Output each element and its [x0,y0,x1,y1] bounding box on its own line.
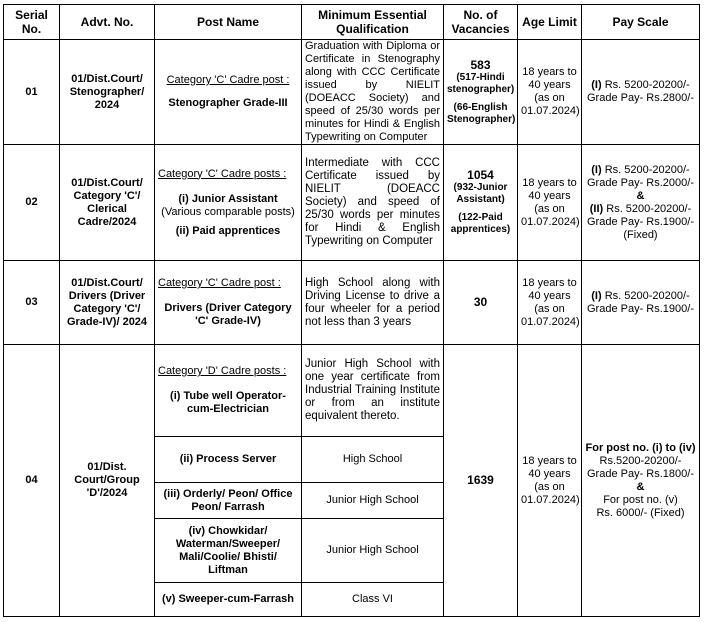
vacancy-total: 1054 [467,168,494,182]
category-label: Category 'C' Cadre post : [166,74,290,86]
post-name: (i) Tube well Operator-cum-Electrician [170,390,286,415]
age-cell: 18 years to 40 years (as on 01.07.2024) [518,345,582,617]
vacancies-cell: 1639 [444,345,518,617]
qualification-cell: Graduation with Diploma or Certificate in Stenography along with CCC Certificate issued by NIELIT (DOEACC Society) and speed of 25/30 words per minutes for Hindi & English Typewriting on Computer [302,40,444,145]
serial-cell: 04 [4,345,60,617]
post-name: (v) Sweeper-cum-Farrash [155,583,302,617]
vacancy-split: (66-English Stenographer) [447,101,516,125]
header-qualification: Minimum Essential Qualification [302,5,444,40]
header-pay: Pay Scale [582,5,700,40]
advt-cell: 01/Dist.Court/ Category 'C'/ Clerical Cadre/2024 [60,145,155,261]
post-name: (ii) Process Server [155,437,302,483]
pay-cell [582,261,700,345]
post-cell [155,261,302,345]
serial-cell: 03 [4,261,60,345]
age-cell: 18 years to 40 years (as on 01.07.2024) [518,40,582,145]
pay-label: (II) [589,202,604,215]
header-post: Post Name [155,5,302,40]
post-name: (i) Junior Assistant [178,192,278,205]
advt-cell: 01/Dist. Court/Group 'D'/2024 [60,345,155,617]
vacancies-cell: 30 [444,261,518,345]
category-label: Category 'C' Cadre post : [158,277,281,289]
pay-heading: For post no. (v) [603,493,678,506]
table-row [4,40,700,145]
vacancy-split: (517-Hindi stenographer) [447,71,515,95]
pay-text: Rs. 6000/- (Fixed) [596,506,685,519]
header-vacancies: No. of Vacancies [444,5,518,40]
pay-ampersand: & [636,480,645,493]
pay-cell [582,145,700,261]
qualification-cell: High School along with Driving License to drive a four wheeler for a period not less than 3 years [302,261,444,345]
qualification-cell: Intermediate with CCC Certificate issued by NIELIT (DOEACC Society) and speed of 25/30 words per minutes for Hindi & English Typewriting on Computer [302,145,444,261]
qualification-cell: Junior High School with one year certificate from Industrial Training Institute or from an institute equivalent thereto. [302,345,444,437]
pay-cell [582,40,700,145]
header-row [4,5,700,40]
post-cell [155,345,302,437]
advt-cell: 01/Dist.Court/ Stenographer/ 2024 [60,40,155,145]
age-cell: 18 years to 40 years (as on 01.07.2024) [518,145,582,261]
table-row [4,145,700,261]
serial-cell: 02 [4,145,60,261]
header-advt: Advt. No. [60,5,155,40]
header-age: Age Limit [518,5,582,40]
post-note: (Various comparable posts) [161,205,295,218]
pay-label: (I) [591,163,602,176]
table-row [4,345,700,437]
vacancy-split: (122-Paid apprentices) [450,212,511,235]
pay-label: (I) [591,79,602,91]
qualification-cell: Class VI [302,583,444,617]
header-serial: Serial No. [4,5,60,40]
qualification-cell: Junior High School [302,483,444,519]
pay-text: Rs. 5200-20200/- Grade Pay- Rs.2800/- [587,79,694,104]
qualification-cell: Junior High School [302,519,444,583]
post-name: (iii) Orderly/ Peon/ Office Peon/ Farrash [155,483,302,519]
age-cell: 18 years to 40 years (as on 01.07.2024) [518,261,582,345]
pay-text: Rs. 5200-20200/- Grade Pay- Rs.1900/- [587,289,694,315]
qualification-cell: High School [302,437,444,483]
post-name: Stenographer Grade-III [168,97,288,109]
post-name: Drivers (Driver Category 'C' Grade-IV) [164,302,292,327]
post-cell [155,145,302,261]
pay-heading: For post no. (i) to (iv) [585,441,696,454]
pay-text: Rs. 5200-20200/- Grade Pay- Rs.2000/- [587,163,694,189]
post-name: (ii) Paid apprentices [175,224,281,237]
table-row [4,261,700,345]
recruitment-table [3,4,700,617]
post-cell [155,40,302,145]
category-label: Category 'C' Cadre posts : [158,167,287,180]
vacancies-cell [444,40,518,145]
pay-text: Rs. 5200-20200/- Grade Pay- Rs.1900/- (Fixed) [587,202,694,241]
pay-text: Rs.5200-20200/- Grade Pay- Rs.1800/- [587,454,694,480]
vacancy-split: (932-Junior Assistant) [453,182,508,205]
advt-cell: 01/Dist.Court/ Drivers (Driver Category 'C'/ Grade-IV)/ 2024 [60,261,155,345]
vacancies-cell [444,145,518,261]
pay-label: (I) [591,289,602,302]
vacancy-total: 583 [470,57,491,72]
post-name: (iv) Chowkidar/ Waterman/Sweeper/ Mali/Coolie/ Bhisti/ Liftman [155,519,302,583]
pay-cell [582,345,700,617]
serial-cell: 01 [4,40,60,145]
pay-ampersand: & [636,189,645,202]
category-label: Category 'D' Cadre posts : [158,365,287,377]
